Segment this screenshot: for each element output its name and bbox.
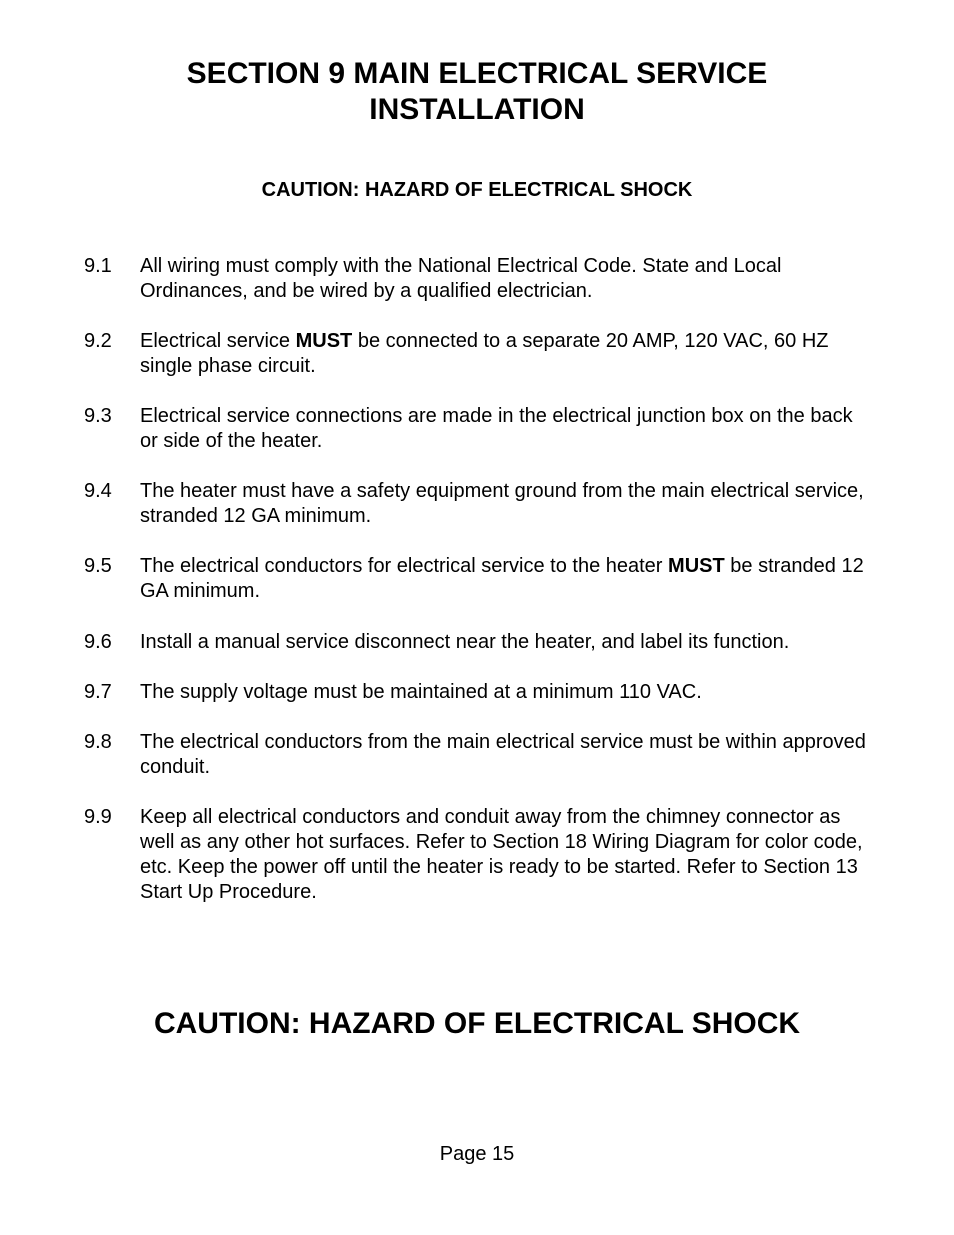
list-item-9-2 (84, 329, 874, 379)
list-item-9-9 (84, 805, 874, 905)
page-title (0, 56, 954, 128)
list-item-9-6 (84, 630, 874, 655)
caution-heading-top: CAUTION: HAZARD OF ELECTRICAL SHOCK (261, 179, 693, 201)
item-text-after: be stranded 12 GA minimum. (140, 555, 864, 602)
item-text-before: Electrical service (140, 330, 296, 352)
item-number: 9.1 (84, 255, 112, 277)
item-number: 9.7 (84, 681, 112, 703)
item-number: 9.4 (84, 480, 112, 502)
item-text (140, 329, 874, 379)
item-text: All wiring must comply with the National Electrical Code. State and Local Ordinances, and be wired by a qualified electrician. (140, 255, 782, 302)
item-number: 9.3 (84, 405, 112, 427)
item-text (140, 554, 874, 604)
list-item-9-5 (84, 554, 874, 604)
item-number: 9.2 (84, 330, 112, 352)
item-number: 9.6 (84, 631, 112, 653)
page-title-line-2: INSTALLATION (369, 93, 585, 126)
list-item-9-3 (84, 404, 874, 454)
list-item-9-4 (84, 479, 874, 529)
item-number: 9.8 (84, 731, 112, 753)
item-text: The electrical conductors from the main electrical service must be within approved conduit. (140, 731, 866, 778)
page-number: Page 15 (439, 1143, 515, 1165)
item-text: The heater must have a safety equipment ground from the main electrical service, stranded 12 GA minimum. (140, 480, 864, 527)
item-text-after: be connected to a separate 20 AMP, 120 VAC, 60 HZ single phase circuit. (140, 330, 829, 377)
list-item-9-7 (84, 680, 874, 705)
item-text-emphasis: MUST (668, 555, 725, 577)
caution-heading-bottom: CAUTION: HAZARD OF ELECTRICAL SHOCK (153, 1007, 801, 1040)
item-number: 9.9 (84, 806, 112, 828)
item-text: The supply voltage must be maintained at a minimum 110 VAC. (140, 681, 702, 703)
item-text: Install a manual service disconnect near the heater, and label its function. (140, 631, 790, 653)
item-text-before: The electrical conductors for electrical service to the heater (140, 555, 669, 577)
list-item-9-8 (84, 730, 874, 780)
list-item-9-1 (84, 254, 874, 304)
item-text: Keep all electrical conductors and conduit away from the chimney connector as well as any other hot surfaces. Refer to Section 18 Wiring Diagram for color code, etc. Keep the power off until the heater is ready to be started. Refer to Section 13 Start Up Procedure. (140, 806, 863, 903)
item-text-emphasis: MUST (295, 330, 353, 352)
item-number: 9.5 (84, 555, 112, 577)
page-title-line-1: SECTION 9 MAIN ELECTRICAL SERVICE (186, 57, 768, 90)
item-text: Electrical service connections are made in the electrical junction box on the back or side of the heater. (140, 405, 853, 452)
